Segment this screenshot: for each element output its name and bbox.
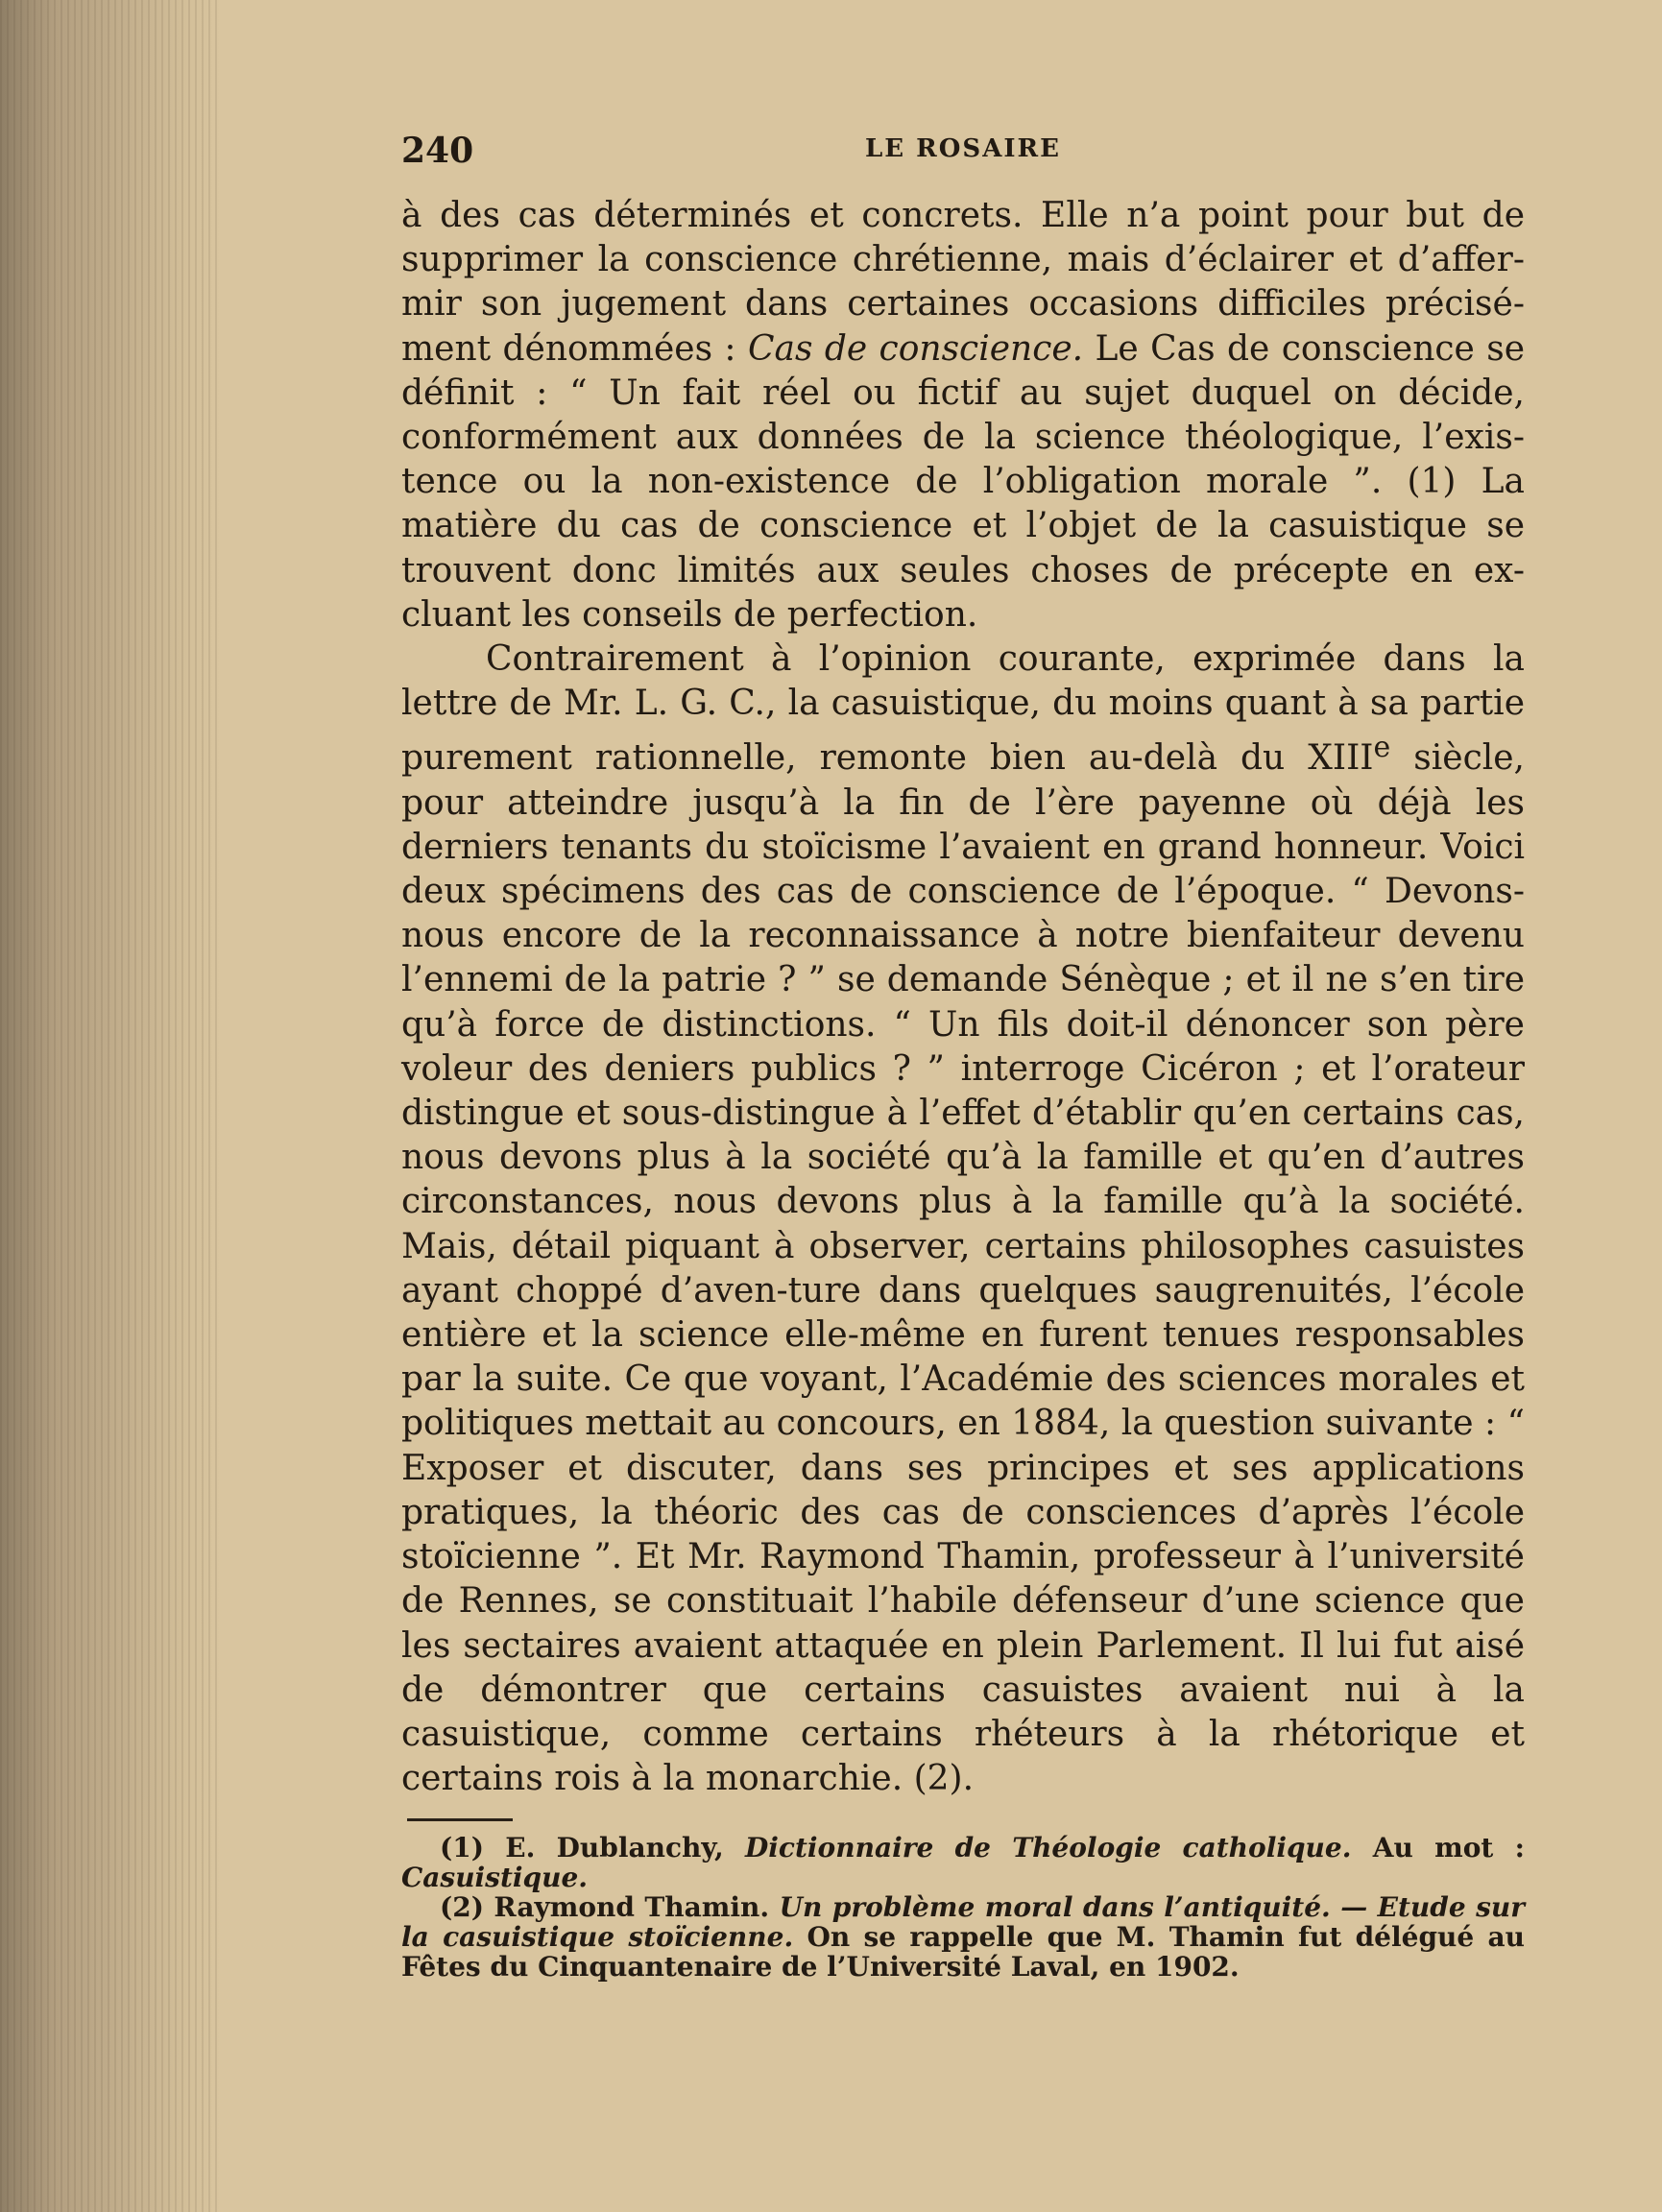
- page-gutter-binding: [0, 0, 221, 2212]
- page-number: 240: [401, 131, 474, 171]
- footnotes: [401, 1833, 1525, 1982]
- body-text: [401, 194, 1525, 1801]
- paragraph-1-emphasis: Cas de conscience.: [747, 328, 1084, 369]
- running-title: LE ROSAIRE: [865, 134, 1061, 163]
- paragraph-2-text-a: Contrairement à l’opinion courante, exprimée dans la lettre de Mr. L. G. C., la casuistique, du moins quant à sa partie purement rationnelle, remonte bien au-delà du XIII: [401, 639, 1525, 779]
- footnote-1-text-b: Au mot :: [1351, 1832, 1525, 1864]
- page-header: [401, 123, 1525, 186]
- footnote-1: [401, 1833, 1525, 1892]
- paragraph-2-text-b: siècle, pour atteindre jusqu’à la fin de l’ère payenne où déjà les derniers tenants du stoïcisme l’avaient en grand honneur. Voici deux spécimens des cas de conscience de l’époque. “ Devons-nous encore de la reconnaissance à notre bienfaiteur devenu l’ennemi de la patrie ? ” se demande Sénèque ; et il ne s’en tire qu’à force de distinctions. “ Un fils doit-il dénoncer son père voleur des deniers publics ? ” interroge Cicéron ; et l’orateur distingue et sous-distingue à l’effet d’établir qu’en certains cas, nous devons plus à la société qu’à la famille et qu’en d’autres circonstances, nous devons plus à la famille qu’à la société. Mais, détail piquant à observer, certains philosophes casuistes ayant choppé d’aven-ture dans quelques saugrenuités, l’école entière et la science elle-même en furent tenues responsables par la suite. Ce que voyant, l’Académie des sciences morales et politiques mettait au concours, en 1884, la question suivante : “ Exposer et discuter, dans ses principes et ses applications pratiques, la théoric des cas de consciences d’après l’école stoïcienne ”. Et Mr. Raymond Thamin, professeur à l’université de Rennes, se constituait l’habile défenseur d’une science que les sectaires avaient attaquée en plein Parlement. Il lui fut aisé de démontrer que certains casuistes avaient nui à la casuistique, comme certains rhéteurs à la rhétorique et certains rois à la monarchie. (2).: [401, 738, 1525, 1799]
- footnote-1-text-a: (1) E. Dublanchy,: [440, 1832, 746, 1864]
- paragraph-1-text-a: à des cas déterminés et concrets. Elle n’a point pour but de supprimer la conscience chrétienne, mais d’éclairer et d’affer-mir son jugement dans certaines occasions difficiles précisé-ment dénommées :: [401, 196, 1525, 369]
- footnote-1-title: Dictionnaire de Théologie catholique.: [745, 1832, 1352, 1864]
- footnote-2-text-a: (2) Raymond Thamin.: [440, 1891, 780, 1924]
- footnote-1-entry: Casuistique.: [401, 1862, 589, 1894]
- paragraph-1: [401, 194, 1525, 637]
- footnote-divider: [407, 1818, 513, 1821]
- paragraph-2: [401, 637, 1525, 1801]
- footnote-2: [401, 1892, 1525, 1982]
- footnote-2-text-b: On se rappelle que M. Thamin fut délégué au Fêtes du Cinquantenaire de l’Université Laval, en 1902.: [401, 1921, 1525, 1984]
- book-page: [401, 123, 1525, 2101]
- century-superscript: e: [1373, 731, 1391, 765]
- footnote-2-title: Un problème moral dans l’antiquité. — Etude sur la casuistique stoïcienne.: [401, 1891, 1525, 1954]
- paragraph-1-text-b: Le Cas de conscience se définit : “ Un fait réel ou fictif au sujet duquel on décide, conformément aux données de la science théologique, l’exis-tence ou la non-existence de l’obligation morale ”. (1) La matière du cas de conscience et l’objet de la casuistique se trouvent donc limités aux seules choses de précepte en ex-cluant les conseils de perfection.: [401, 328, 1526, 635]
